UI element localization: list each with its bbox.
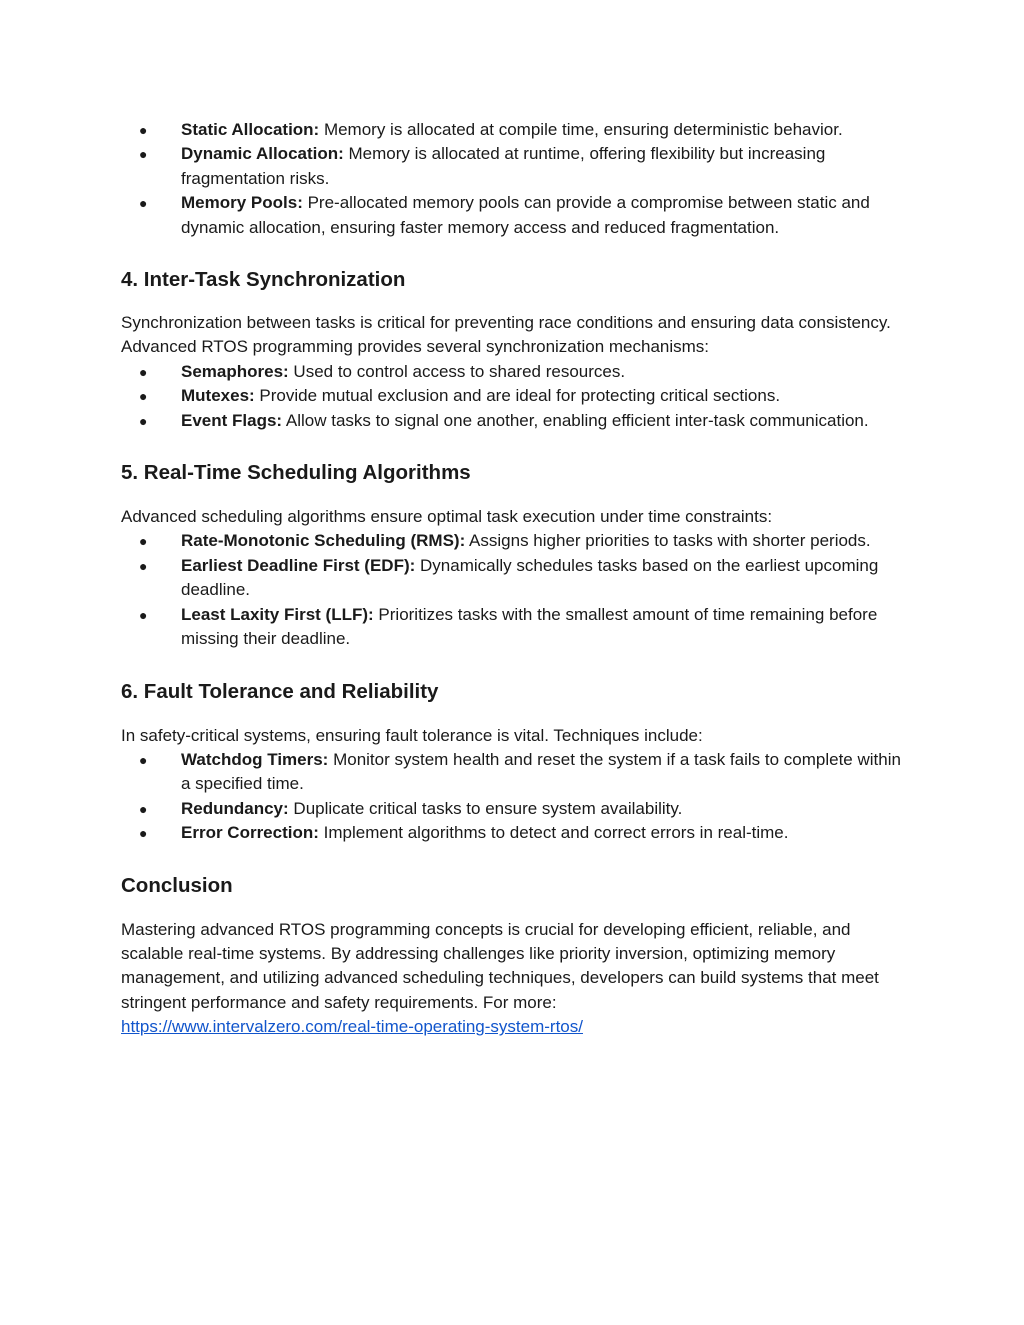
bullet-icon: ● [139,825,148,842]
list-item [121,360,901,384]
bullet-icon: ● [139,751,148,768]
list-item [121,603,901,652]
section-intro-synchronization: Synchronization between tasks is critical for preventing race conditions and ensuring data consistency. Advanced RTOS programming provides several synchronization mechanisms: [121,313,891,357]
section-heading-fault-tolerance: 6. Fault Tolerance and Reliability [121,679,439,703]
list-item [121,118,901,142]
section-intro-fault-tolerance: In safety-critical systems, ensuring fault tolerance is vital. Techniques include: [121,725,703,745]
list-item-text: Duplicate critical tasks to ensure system availability. [288,798,683,818]
list-item [121,529,901,553]
list-item-term: Least Laxity First (LLF): [181,604,374,624]
section-heading-scheduling: 5. Real-Time Scheduling Algorithms [121,461,471,485]
list-item-term: Static Allocation: [181,120,320,139]
list-item-term: Semaphores: [181,361,289,381]
memory-allocation-list [121,118,901,240]
list-item-text: Assigns higher priorities to tasks with shorter periods. [465,531,871,551]
list-item-text: Memory is allocated at compile time, ensuring deterministic behavior. [319,120,843,139]
list-item-text: Provide mutual exclusion and are ideal for protecting critical sections. [254,386,781,406]
bullet-icon: ● [139,146,148,163]
list-item-text: Implement algorithms to detect and correct errors in real-time. [318,823,789,843]
section-intro-scheduling: Advanced scheduling algorithms ensure optimal task execution under time constraints: [121,507,773,527]
bullet-icon: ● [139,606,148,623]
bullet-icon: ● [139,557,148,574]
list-item-term: Watchdog Timers: [181,749,329,769]
synchronization-list [121,360,901,433]
bullet-icon: ● [139,412,148,429]
bullet-icon: ● [139,363,148,380]
list-item-text: Monitor system health and reset the system if a task fails to complete within a specified time. [181,749,901,794]
list-item-term: Rate-Monotonic Scheduling (RMS): [181,531,466,551]
list-item-text: Pre-allocated memory pools can provide a compromise between static and dynamic allocation, ensuring faster memory access and reduced fragmentation. [181,193,870,237]
section-heading-synchronization: 4. Inter-Task Synchronization [121,268,406,292]
bullet-icon: ● [139,800,148,817]
conclusion-text: Mastering advanced RTOS programming concepts is crucial for developing efficient, reliable, and scalable real-time systems. By addressing challenges like priority inversion, optimizing memory management, and utilizing advanced scheduling techniques, developers can build systems that meet stringent performance and safety requirements. For more: [121,919,879,1012]
list-item [121,142,901,191]
list-item [121,409,901,433]
list-item [121,821,901,845]
list-item-term: Redundancy: [181,798,289,818]
list-item-text: Used to control access to shared resources. [288,361,626,381]
bullet-icon: ● [139,122,148,138]
list-item-term: Error Correction: [181,823,319,843]
list-item [121,554,901,603]
list-item [121,797,901,821]
document-page [121,118,901,1040]
list-item [121,191,901,240]
bullet-icon: ● [139,195,148,212]
list-item-term: Dynamic Allocation: [181,144,344,164]
fault-tolerance-list [121,748,901,846]
scheduling-list [121,529,901,651]
list-item-text: Allow tasks to signal one another, enabling efficient inter-task communication. [282,410,869,430]
list-item-term: Earliest Deadline First (EDF): [181,555,416,575]
bullet-icon: ● [139,533,148,550]
more-info-link[interactable]: https://www.intervalzero.com/real-time-operating-system-rtos/ [121,1017,583,1037]
list-item [121,748,901,797]
list-item-text: Dynamically schedules tasks based on the earliest upcoming deadline. [181,555,879,600]
list-item-term: Memory Pools: [181,193,303,213]
section-heading-conclusion: Conclusion [121,873,233,897]
list-item-text: Prioritizes tasks with the smallest amount of time remaining before missing their deadline. [181,604,878,649]
bullet-icon: ● [139,388,148,405]
conclusion-paragraph [121,918,901,1040]
list-item-term: Event Flags: [181,410,283,430]
list-item [121,384,901,408]
list-item-term: Mutexes: [181,386,255,406]
list-item-text: Memory is allocated at runtime, offering flexibility but increasing fragmentation risks. [181,144,826,188]
